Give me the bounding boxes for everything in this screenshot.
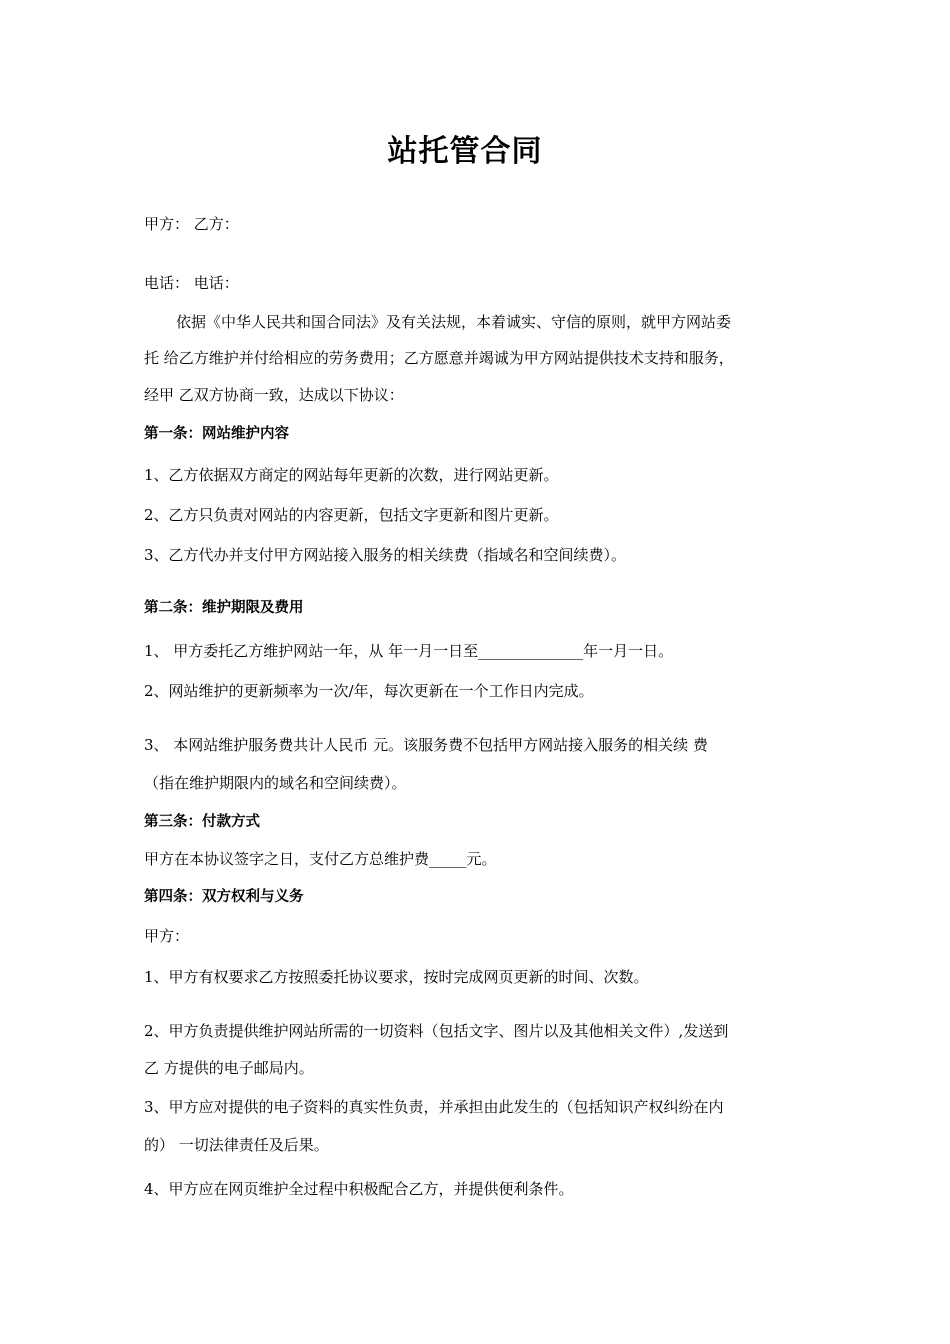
clause-1-3: 3、乙方代办并支付甲方网站接入服务的相关续费（指域名和空间续费）。	[144, 546, 627, 564]
clause-1-2: 2、乙方只负责对网站的内容更新，包括文字更新和图片更新。	[144, 506, 559, 524]
clause-4-3: 3、甲方应对提供的电子资料的真实性负责，并承担由此发生的（包括知识产权纠纷在内	[144, 1098, 724, 1116]
clause-2-3-cont: （指在维护期限内的域名和空间续费）。	[144, 774, 407, 792]
clause-1-1: 1、乙方依据双方商定的网站每年更新的次数，进行网站更新。	[144, 466, 559, 484]
section-heading-3: 第三条：付款方式	[144, 814, 260, 830]
preamble-line-1: 依据《中华人民共和国合同法》及有关法规，本着诚实、守信的原则，就甲方网站委	[176, 313, 732, 331]
preamble-line-2: 托 给乙方维护并付给相应的劳务费用；乙方愿意并竭诚为甲方网站提供技术支持和服务，	[144, 349, 734, 367]
clause-2-1: 1、 甲方委托乙方维护网站一年，从 年一月一日至______________年一月一日。	[144, 642, 674, 660]
clause-4-3-cont: 的） 一切法律责任及后果。	[144, 1136, 329, 1154]
clause-4-1: 1、甲方有权要求乙方按照委托协议要求，按时完成网页更新的时间、次数。	[144, 968, 649, 986]
clause-4-2: 2、甲方负责提供维护网站所需的一切资料（包括文字、图片以及其他相关文件）,发送到	[144, 1022, 729, 1040]
section-heading-2: 第二条：维护期限及费用	[144, 600, 304, 616]
preamble-line-3: 经甲 乙双方协商一致，达成以下协议：	[144, 386, 404, 404]
page-title: 站托管合同	[387, 134, 543, 169]
phone-line: 电话： 电话：	[144, 274, 239, 292]
section-heading-1: 第一条：网站维护内容	[144, 426, 289, 442]
clause-2-3: 3、 本网站维护服务费共计人民币 元。该服务费不包括甲方网站接入服务的相关续 费	[144, 736, 708, 754]
clause-3-1: 甲方在本协议签字之日，支付乙方总维护费_____元。	[144, 850, 497, 868]
section-heading-4: 第四条：双方权利与义务	[144, 889, 304, 905]
party-a-label: 甲方：	[144, 927, 190, 945]
clause-2-2: 2、网站维护的更新频率为一次/年，每次更新在一个工作日内完成。	[144, 682, 594, 700]
clause-4-4: 4、甲方应在网页维护全过程中积极配合乙方，并提供便利条件。	[144, 1180, 574, 1198]
party-line: 甲方： 乙方：	[144, 215, 239, 233]
clause-4-2-cont: 乙 方提供的电子邮局内。	[144, 1059, 314, 1077]
